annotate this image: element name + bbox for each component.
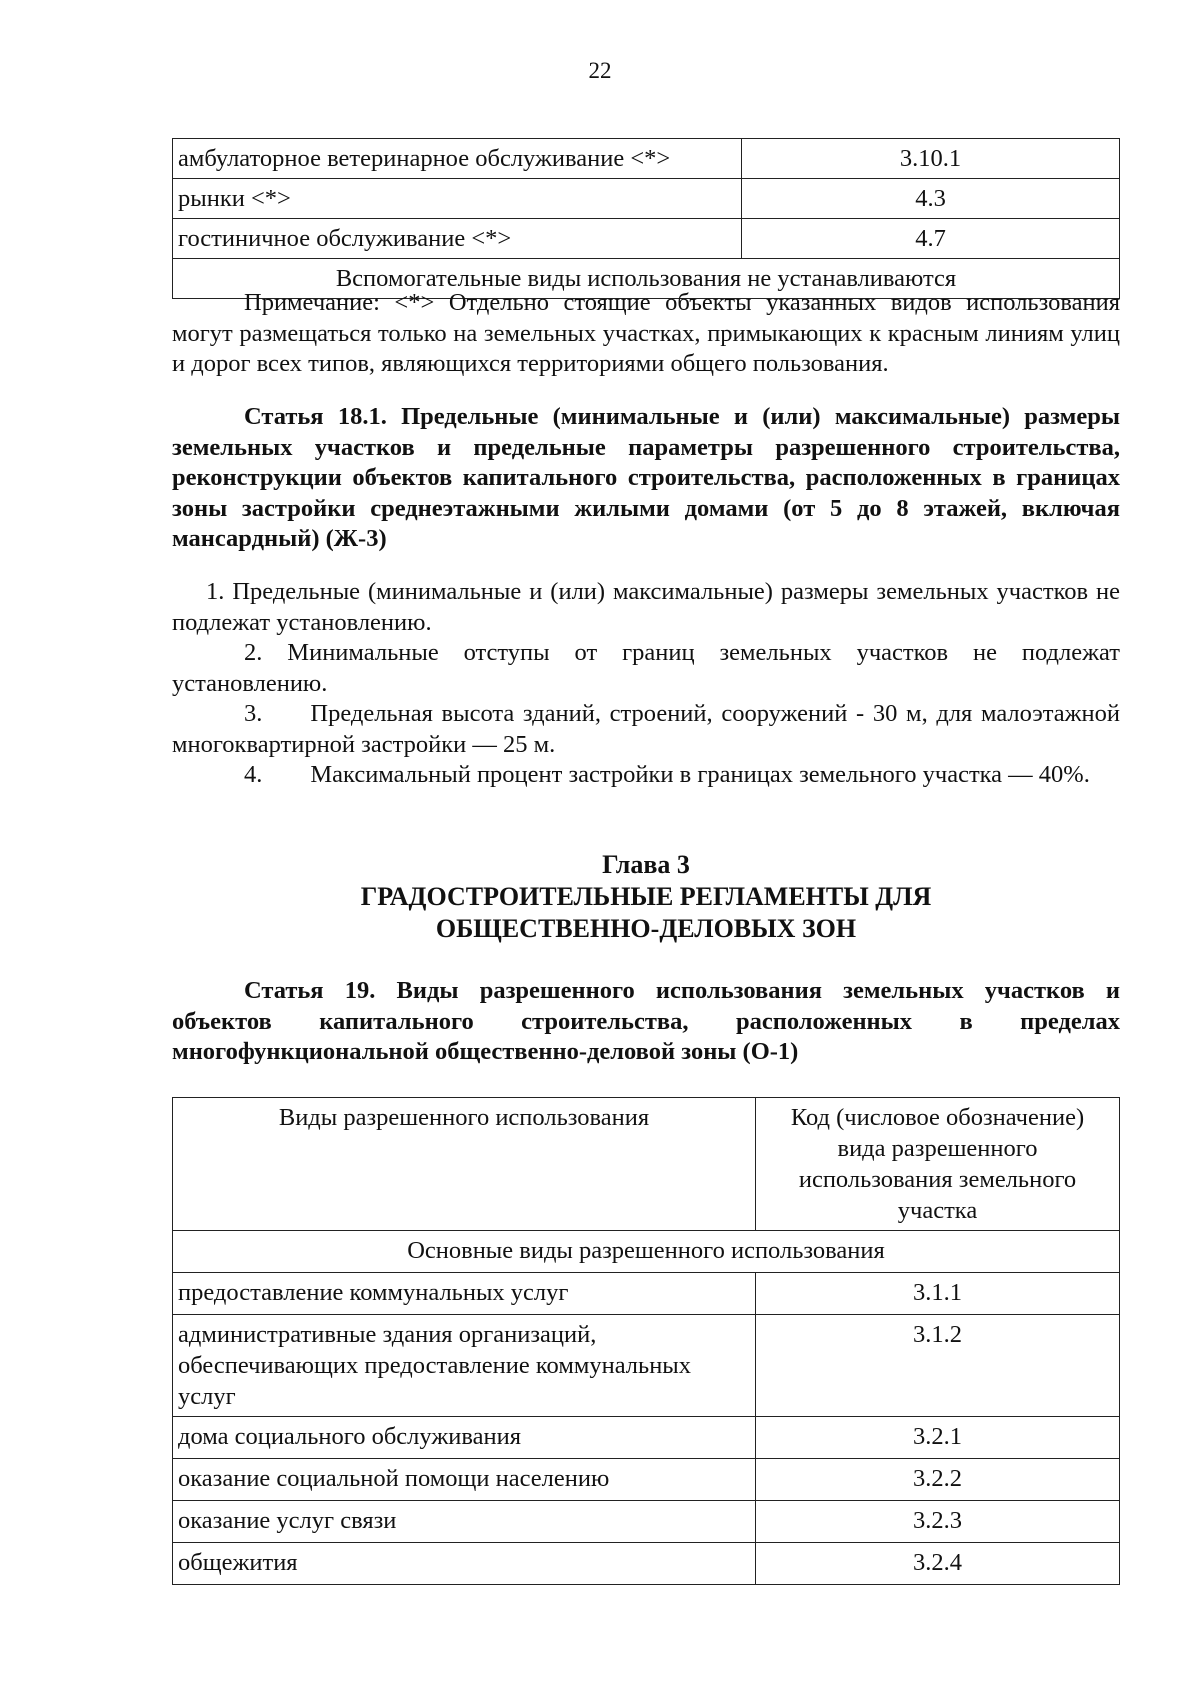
table-cell-name: предоставление коммунальных услуг xyxy=(173,1273,756,1315)
table-row xyxy=(173,1315,1120,1417)
table-cell-name: рынки <*> xyxy=(173,179,742,219)
table-cell-code: 3.10.1 xyxy=(742,139,1120,179)
table-cell-name: общежития xyxy=(173,1543,756,1585)
table-cell-code: 3.2.3 xyxy=(756,1501,1120,1543)
table-cell-name: амбулаторное ветеринарное обслуживание <*> xyxy=(173,139,742,179)
table-cell-code: 3.2.1 xyxy=(756,1417,1120,1459)
chapter-title-line-1: ГРАДОСТРОИТЕЛЬНЫЕ РЕГЛАМЕНТЫ ДЛЯ xyxy=(360,882,932,911)
section-title-cell: Основные виды разрешенного использования xyxy=(173,1231,1120,1273)
table-row xyxy=(173,1459,1120,1501)
table-cell-name: дома социального обслуживания xyxy=(173,1417,756,1459)
item-number: 4. xyxy=(244,761,263,788)
table-header-row xyxy=(173,1098,1120,1231)
table-row xyxy=(173,219,1120,259)
table-cell-name: гостиничное обслуживание <*> xyxy=(173,219,742,259)
header-cell-code: Код (числовое обозначение) вида разрешенного использования земельного участка xyxy=(756,1098,1120,1231)
item-text: Минимальные отступы от границ земельных участков не подлежат установлению. xyxy=(172,639,1120,697)
page-number: 22 xyxy=(588,58,612,83)
article-18-1-item-4 xyxy=(172,760,1120,791)
header-cell-uses: Виды разрешенного использования xyxy=(173,1098,756,1231)
table-row xyxy=(173,1543,1120,1585)
table-cell-name: оказание услуг связи xyxy=(173,1501,756,1543)
section-row xyxy=(173,1231,1120,1273)
table-row xyxy=(173,1417,1120,1459)
item-number: 1. xyxy=(206,578,225,605)
note-paragraph: Примечание: <*> Отдельно стоящие объекты указанных видов использования могут размещаться только на земельных участках, примыкающих к красным линиям улиц и дорог всех типов, являющихся территориями общего пользования. xyxy=(172,289,1120,377)
chapter-heading xyxy=(172,849,1120,945)
table-cell-code: 3.2.2 xyxy=(756,1459,1120,1501)
article-18-1-item-3 xyxy=(172,699,1120,760)
table-cell-name: административные здания организаций, обеспечивающих предоставление коммунальных услуг xyxy=(173,1315,756,1417)
item-number: 3. xyxy=(244,700,263,727)
article-18-1-item-1 xyxy=(172,577,1120,638)
table-row xyxy=(173,139,1120,179)
main-table xyxy=(172,1097,1120,1585)
table-cell-name: оказание социальной помощи населению xyxy=(173,1459,756,1501)
article-19-title: Статья 19. Виды разрешенного использования земельных участков и объектов капитального строительства, расположенных в пределах многофункциональной общественно-деловой зоны (О-1) xyxy=(172,977,1120,1065)
item-text: Предельная высота зданий, строений, сооружений - 30 м, для малоэтажной многоквартирной застройки — 25 м. xyxy=(172,700,1120,758)
table-row xyxy=(173,179,1120,219)
table-cell-code: 3.2.4 xyxy=(756,1543,1120,1585)
item-number: 2. xyxy=(244,639,263,666)
article-18-1-title: Статья 18.1. Предельные (минимальные и (или) максимальные) размеры земельных участков и предельные параметры разрешенного строительства, реконструкции объектов капитального строительства, расположенных в границах зоны застройки среднеэтажными жилыми домами (от 5 до 8 этажей, включая мансардный) (Ж-3) xyxy=(172,403,1120,552)
item-text: Предельные (минимальные и (или) максимальные) размеры земельных участков не подлежат установлению. xyxy=(172,578,1120,636)
table-row xyxy=(173,1273,1120,1315)
table-cell-code: 4.3 xyxy=(742,179,1120,219)
table-cell-code: 3.1.1 xyxy=(756,1273,1120,1315)
auxiliary-uses-row: Вспомогательные виды использования не устанавливаются xyxy=(173,259,1120,299)
table-cell-code: 4.7 xyxy=(742,219,1120,259)
table-cell-code: 3.1.2 xyxy=(756,1315,1120,1417)
chapter-label: Глава 3 xyxy=(602,850,690,879)
article-18-1-item-2 xyxy=(172,638,1120,699)
chapter-title-line-2: ОБЩЕСТВЕННО-ДЕЛОВЫХ ЗОН xyxy=(435,914,857,943)
table-row xyxy=(173,1501,1120,1543)
top-table xyxy=(172,138,1120,299)
item-text: Максимальный процент застройки в границах земельного участка — 40%. xyxy=(310,761,1090,788)
